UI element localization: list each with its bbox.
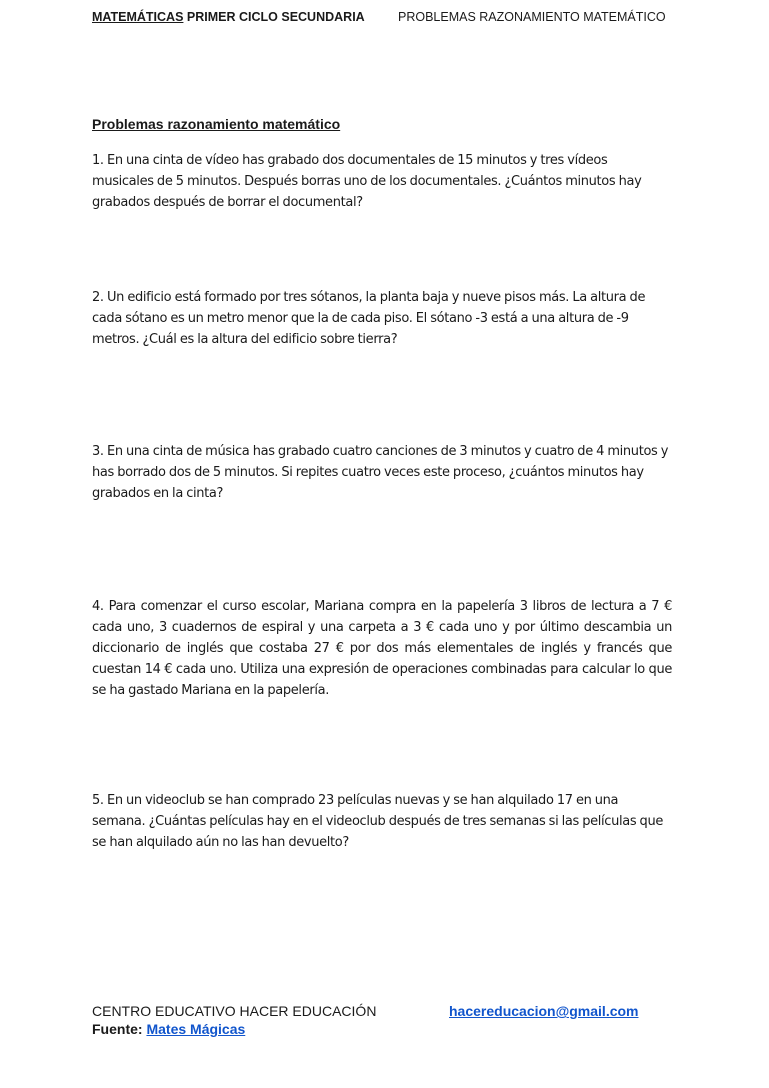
footer-organization: CENTRO EDUCATIVO HACER EDUCACIÓN bbox=[92, 1003, 377, 1019]
source-label: Fuente: bbox=[92, 1021, 147, 1037]
page-header bbox=[92, 8, 682, 26]
problem-5: 5. En un videoclub se han comprado 23 películas nuevas y se han alquilado 17 en una semana. ¿Cuántas películas hay en el videoclub después de tres semanas si las películas que se han alquilado aún no las han devuelto? bbox=[92, 793, 663, 850]
footer-email-link[interactable]: hacereducacion@gmail.com bbox=[449, 1003, 639, 1019]
header-section: PROBLEMAS RAZONAMIENTO MATEMÁTICO bbox=[398, 10, 666, 24]
problem-2: 2. Un edificio está formado por tres sótanos, la planta baja y nueve pisos más. La altura de cada sótano es un metro menor que la de cada piso. El sótano -3 está a una altura de -9 metros. ¿Cuál es la altura del edificio sobre tierra? bbox=[92, 290, 646, 347]
header-level: PRIMER CICLO SECUNDARIA bbox=[183, 10, 365, 24]
page-title: Problemas razonamiento matemático bbox=[92, 116, 341, 132]
source-link[interactable]: Mates Mágicas bbox=[146, 1021, 246, 1037]
problem-3: 3. En una cinta de música has grabado cuatro canciones de 3 minutos y cuatro de 4 minutos y has borrado dos de 5 minutos. Si repites cuatro veces este proceso, ¿cuántos minutos hay grabados en la cinta? bbox=[92, 444, 669, 501]
footer-source bbox=[92, 1020, 245, 1038]
header-course bbox=[92, 8, 365, 26]
problem-1: 1. En una cinta de vídeo has grabado dos documentales de 15 minutos y tres vídeos musicales de 5 minutos. Después borras uno de los documentales. ¿Cuántos minutos hay grabados después de borrar el documental? bbox=[92, 153, 642, 210]
problem-4: 4. Para comenzar el curso escolar, Mariana compra en la papelería 3 libros de lectura a 7 € cada uno, 3 cuadernos de espiral y una carpeta a 3 € cada uno y por último descambia un diccionario de inglés que costaba 27 € por dos más elementales de inglés y francés que cuestan 14 € cada uno. Utiliza una expresión de operaciones combinadas para calcular lo que se ha gastado Mariana en la papelería. bbox=[92, 599, 672, 698]
header-subject: MATEMÁTICAS bbox=[92, 10, 184, 24]
